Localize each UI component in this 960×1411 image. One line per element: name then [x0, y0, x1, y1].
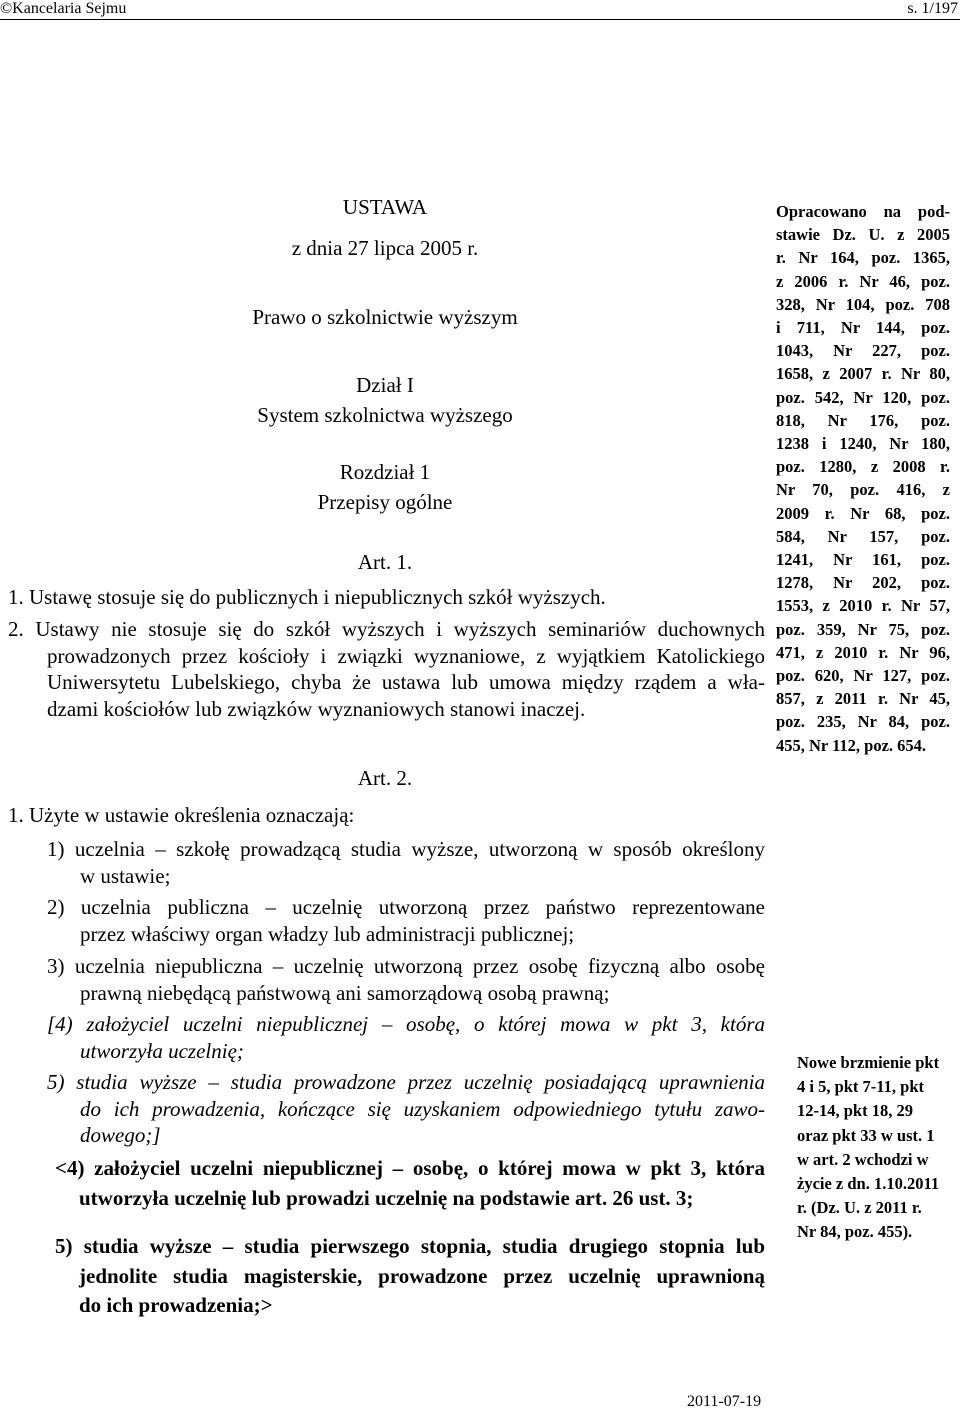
art2-item-4-old [47, 1011, 765, 1064]
sidenote-amendment-line: 12-14, pkt 18, 29 [797, 1101, 913, 1121]
division-number: Dział I [356, 373, 414, 397]
sidenote-source-line: 328, Nr 104, poz. 708 [776, 294, 950, 314]
art2-item-2 [47, 894, 765, 947]
sidenote-source-line: 857, z 2011 r. Nr 45, [776, 689, 950, 709]
sidenote-source-line: 1553, z 2010 r. Nr 57, [776, 596, 950, 616]
item-line: do ich prowadzenia;> [79, 1293, 273, 1317]
item-line: [4) założyciel uczelni niepublicznej – osobę, o której mowa w pkt 3, która [47, 1012, 765, 1036]
sidenote-source-line: poz. 620, Nr 127, poz. [776, 666, 950, 686]
art1-p2-line: Uniwersytetu Lubelskiego, chyba że ustawa lub umowa między rządem a wła- [47, 670, 765, 694]
item-line: 5) studia wyższe – studia pierwszego stopnia, studia drugiego stopnia lub [55, 1234, 765, 1258]
sidenote-source-line: 818, Nr 176, poz. [776, 410, 950, 430]
art2-heading: Art. 2. [357, 766, 413, 790]
item-line: 5) studia wyższe – studia prowadzone przez uczelnię posiadającą uprawnienia [47, 1070, 765, 1094]
publisher-label: ©Kancelaria Sejmu [0, 0, 127, 17]
sidenote-source-line: 1241, Nr 161, poz. [776, 550, 950, 570]
sidenote-source-line: 455, Nr 112, poz. 654. [776, 735, 927, 755]
art2-item-4-new [55, 1154, 765, 1213]
item-line: 2) uczelnia publiczna – uczelnię utworzoną przez państwo reprezentowane [47, 895, 765, 919]
item-line: 1) uczelnia – szkołę prowadzącą studia wyższe, utworzoną w sposób określony [47, 837, 765, 861]
item-line: przez właściwy organ władzy lub administracji publicznej; [80, 921, 575, 946]
sidenote-amendment-line: 4 i 5, pkt 7-11, pkt [797, 1077, 924, 1097]
sidenote-source-line: i 711, Nr 144, poz. [776, 318, 950, 338]
art2-intro: 1. Użyte w ustawie określenia oznaczają: [8, 803, 355, 827]
act-type: USTAWA [342, 195, 428, 219]
art2-item-5-old [47, 1069, 765, 1149]
sidenote-source-line: poz. 235, Nr 84, poz. [776, 712, 950, 732]
sidenote-source-line: Nr 70, poz. 416, z [776, 480, 950, 500]
sidenote-source-line: stawie Dz. U. z 2005 [776, 225, 950, 245]
sidenote-source-line: 2009 r. Nr 68, poz. [776, 503, 950, 523]
item-line: utworzyła uczelnię lub prowadzi uczelnię na podstawie art. 26 ust. 3; [79, 1185, 694, 1210]
item-line: jednolite studia magisterskie, prowadzone przez uczelnię uprawnioną [79, 1263, 765, 1288]
sidenote-source-line: r. Nr 164, poz. 1365, [776, 248, 950, 268]
act-date: z dnia 27 lipca 2005 r. [291, 236, 479, 260]
item-line: dowego;] [80, 1123, 161, 1147]
art2-item-5-new [55, 1232, 765, 1321]
page-number: s. 1/197 [907, 0, 958, 17]
art1-p2-line: 2. Ustawy nie stosuje się do szkół wyższych i wyższych seminariów duchownych [8, 617, 765, 641]
item-line: prawną niebędącą państwową ani samorządową osobą prawną; [80, 980, 610, 1005]
division-title: System szkolnictwa wyższego [257, 403, 513, 427]
art2-item-3 [47, 953, 765, 1006]
sidenote-source-line: Opracowano na pod- [776, 202, 950, 221]
item-line: do ich prowadzenia, kończące się uzyskaniem odpowiedniego tytułu zawo- [80, 1096, 765, 1121]
art2-item-1 [47, 836, 765, 889]
sidenote-amendment-line: w art. 2 wchodzi w [797, 1149, 929, 1169]
art1-p2-line: dzami kościołów lub związków wyznaniowych stanowi inaczej. [47, 696, 586, 721]
item-line: w ustawie; [80, 863, 171, 888]
art1-paragraph-2 [8, 616, 765, 722]
sidenote-amendment-line: r. (Dz. U. z 2011 r. [797, 1198, 922, 1218]
sidenote-source-line: 584, Nr 157, poz. [776, 526, 950, 546]
art1-paragraph-1: 1. Ustawę stosuje się do publicznych i niepublicznych szkół wyższych. [8, 585, 606, 609]
sidenote-source-line: 1278, Nr 202, poz. [776, 573, 950, 593]
sidenote-amendment-line: Nowe brzmienie pkt [797, 1053, 940, 1072]
art1-p2-line: prowadzonych przez kościoły i związki wyznaniowe, z wyjątkiem Katolickiego [47, 643, 765, 668]
act-name: Prawo o szkolnictwie wyższym [252, 305, 518, 329]
chapter-title: Przepisy ogólne [317, 490, 453, 514]
sidenote-amendment-line: oraz pkt 33 w ust. 1 [797, 1125, 935, 1145]
art1-heading: Art. 1. [357, 550, 413, 574]
chapter-number: Rozdział 1 [339, 460, 431, 484]
item-line: utworzyła uczelnię; [80, 1038, 244, 1063]
sidenote-source [776, 200, 950, 757]
header-divider [0, 19, 960, 20]
sidenote-amendment-line: życie z dn. 1.10.2011 [797, 1174, 940, 1194]
sidenote-source-line: 471, z 2010 r. Nr 96, [776, 642, 950, 662]
sidenote-source-line: poz. 542, Nr 120, poz. [776, 387, 950, 407]
sidenote-source-line: 1043, Nr 227, poz. [776, 341, 950, 361]
item-line: 3) uczelnia niepubliczna – uczelnię utworzoną przez osobę fizyczną albo osobę [47, 954, 765, 978]
sidenote-source-line: 1658, z 2007 r. Nr 80, [776, 364, 950, 384]
sidenote-source-line: poz. 1280, z 2008 r. [776, 457, 950, 477]
footer-date: 2011-07-19 [687, 1393, 762, 1410]
item-line: <4) założyciel uczelni niepublicznej – osobę, o której mowa w pkt 3, która [55, 1156, 765, 1180]
sidenote-amendment-line: Nr 84, poz. 455). [797, 1222, 913, 1242]
sidenote-source-line: poz. 359, Nr 75, poz. [776, 619, 950, 639]
sidenote-amendment [797, 1051, 939, 1245]
sidenote-source-line: 1238 i 1240, Nr 180, [776, 434, 950, 454]
sidenote-source-line: z 2006 r. Nr 46, poz. [776, 271, 950, 291]
